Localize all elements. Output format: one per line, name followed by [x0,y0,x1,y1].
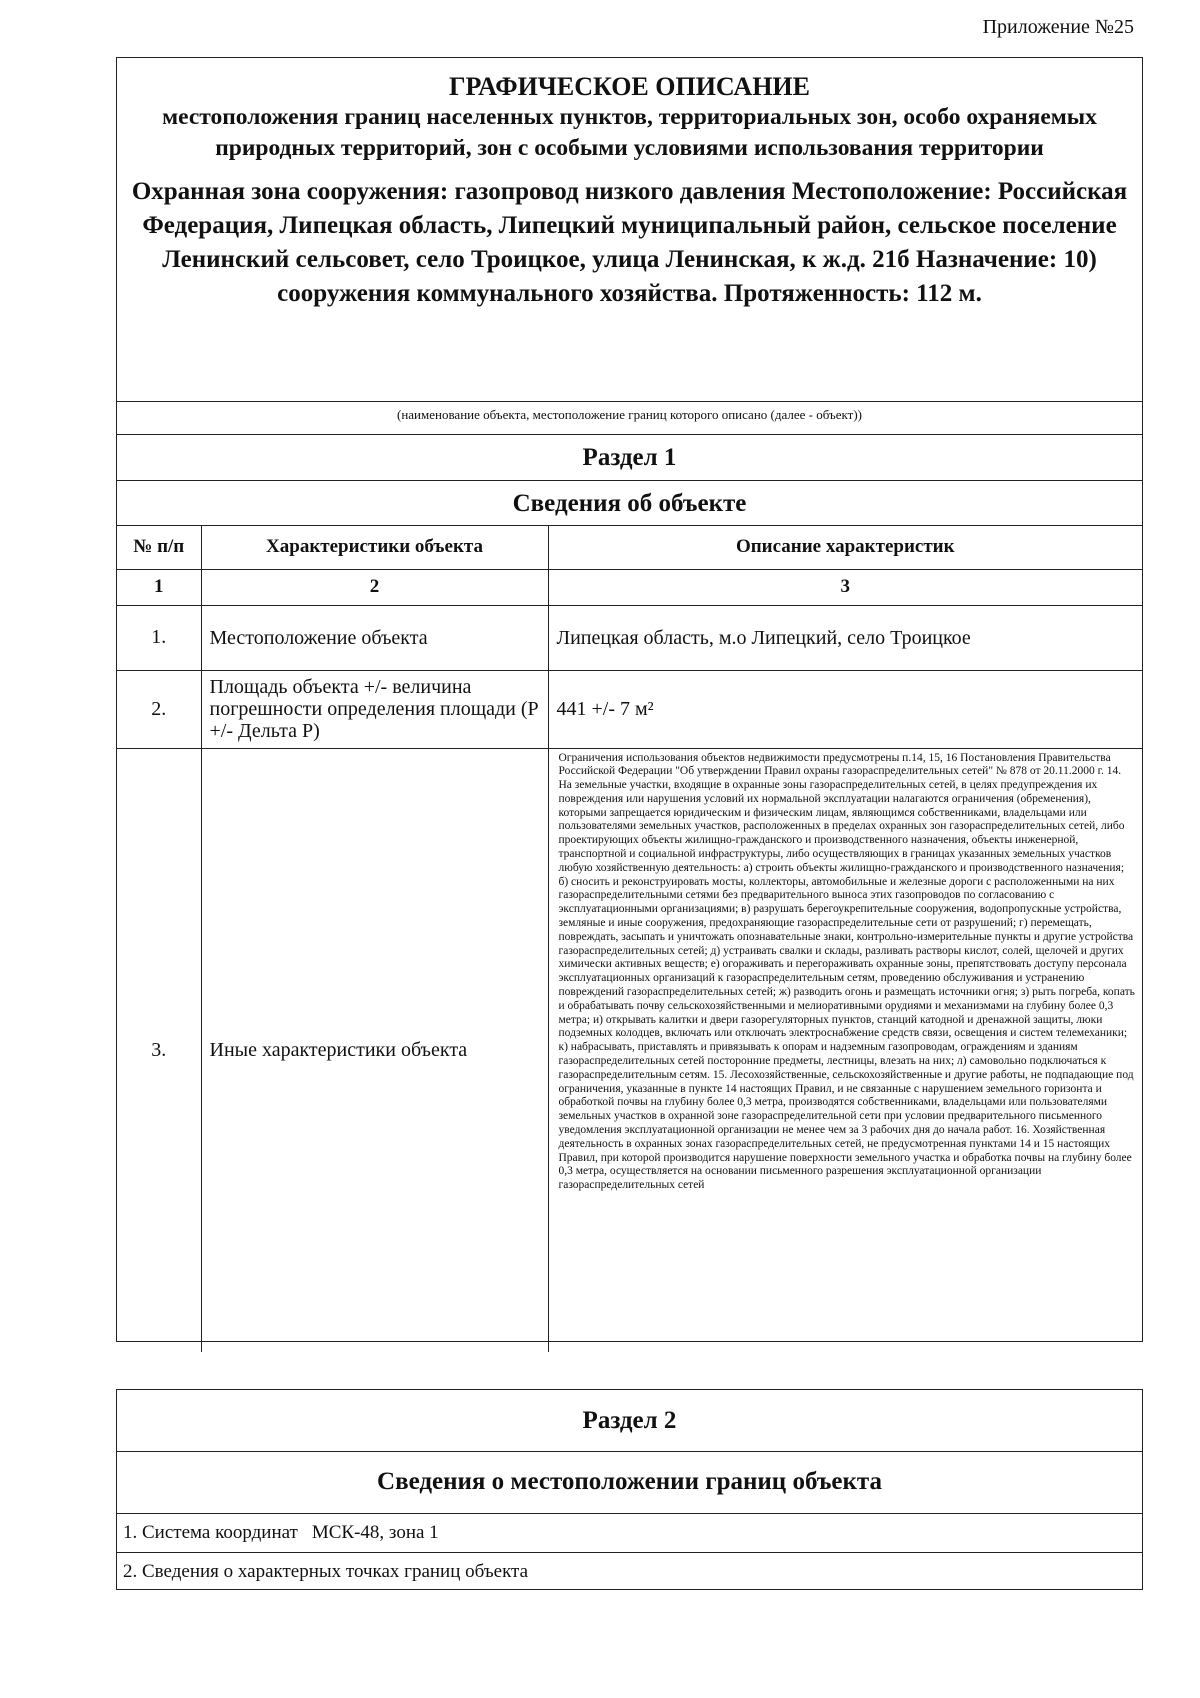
section1-subtitle: Сведения об объекте [117,481,1142,526]
row-description: 441 +/- 7 м² [548,670,1142,748]
section2-subtitle: Сведения о местоположении границ объекта [117,1452,1142,1514]
column-number: 3 [548,569,1142,605]
table-row [117,670,1142,748]
row-description: Ограничения использования объектов недвижимости предусмотрены п.14, 15, 16 Постановления Правительства Российской Федерации "Об утверждении Правил охраны газораспределительных сетей" № 878 от 20.11.2000 г. 14. На земельные участки, входящие в охранные зоны газораспределительных сетей, в целях предупреждения их повреждения или нарушения условий их нормальной эксплуатации налагаются ограничения (обременения), которыми запрещается юридическим и физическим лицам, являющимся собственниками, владельцами или пользователями земельных участков, расположенных в пределах охранных зон газораспределительных сетей, либо проектирующих объекты жилищно-гражданского и производственного назначения, объекты инженерной, транспортной и социальной инфраструктуры, либо осуществляющих в границах указанных земельных участков любую хозяйственную деятельность: а) строить объекты жилищно-гражданского и производственного назначения; б) сносить и реконструировать мосты, коллекторы, автомобильные и железные дороги с расположенными на них газораспределительными сетями без предварительного выноса этих газопроводов по согласованию с эксплуатационными организациями; в) разрушать берегоукрепительные сооружения, водопропускные устройства, земляные и иные сооружения, предохраняющие газораспределительные сети от разрушений; г) перемещать, повреждать, засыпать и уничтожать опознавательные знаки, контрольно-измерительные пункты и другие устройства газораспределительных сетей; д) устраивать свалки и склады, разливать растворы кислот, солей, щелочей и других химически активных веществ; е) огораживать и перегораживать охранные зоны, препятствовать доступу персонала эксплуатационных организаций к газораспределительным сетям, проведению обслуживания и устранению повреждений газораспределительных сетей; ж) разводить огонь и размещать источники огня; з) рыть погреба, копать и обрабатывать почву сельскохозяйственными и мелиоративными орудиями и механизмами на глубину более 0,3 метра; и) открывать калитки и двери газорегуляторных пунктов, станций катодной и дренажной защиты, люки подземных колодцев, включать или отключать электроснабжение средств связи, освещения и систем телемеханики; к) набрасывать, приставлять и привязывать к опорам и надземным газопроводам, ограждениям и зданиям газораспределительных сетей посторонние предметы, лестницы, влезать на них; л) самовольно подключаться к газораспределительным сетям. 15. Лесохозяйственные, сельскохозяйственные и другие работы, не подпадающие под ограничения, указанные в пункте 14 настоящих Правил, и не связанные с нарушением земельного горизонта и обработкой почвы на глубину более 0,3 метра, производятся собственниками, владельцами или пользователями земельных участков в охранной зоне газораспределительной сети при условии предварительного письменного уведомления эксплуатационной организации не менее чем за 3 рабочих дня до начала работ. 16. Хозяйственная деятельность в охранных зонах газораспределительных сетей, не предусмотренная пунктами 14 и 15 настоящих Правил, при которой производится нарушение поверхности земельного участка и обработка почвы на глубину более 0,3 метра, осуществляется на основании письменного разрешения эксплуатационной организации газораспределительных сетей [548,748,1142,1352]
coordinate-system-label: 1. Система координат [123,1522,298,1543]
row-number: 1. [117,605,201,670]
coordinate-system-row [117,1514,1142,1552]
section1-box [116,57,1143,1342]
table-row [117,605,1142,670]
boundary-points-row [117,1552,1142,1590]
document-subtitle: местоположения границ населенных пунктов, территориальных зон, особо охраняемых природных территорий, зон с особыми условиями использования территории [162,104,1097,161]
object-caption: (наименование объекта, местоположение границ которого описано (далее - объект)) [117,402,1142,435]
column-number: 2 [201,569,548,605]
row-characteristic: Иные характеристики объекта [201,748,548,1352]
object-info-table [117,526,1142,1352]
row-number: 2. [117,670,201,748]
boundary-points-label: 2. Сведения о характерных точках границ объекта [123,1561,529,1582]
appendix-number: Приложение №25 [982,16,1134,38]
section2-title: Раздел 2 [117,1390,1142,1452]
coordinate-system-value: МСК-48, зона 1 [311,1522,439,1543]
document-header [117,72,1142,402]
column-number: 1 [117,569,201,605]
table-row [117,748,1142,1352]
table-header-row [117,526,1142,569]
column-header: Описание характеристик [548,526,1142,569]
section2-box [116,1389,1143,1590]
document-title: ГРАФИЧЕСКОЕ ОПИСАНИЕ [449,72,810,101]
row-number: 3. [117,748,201,1352]
column-number-row [117,569,1142,605]
column-header: Характеристики объекта [201,526,548,569]
row-characteristic: Площадь объекта +/- величина погрешности определения площади (P +/- Дельта P) [201,670,548,748]
object-name: Охранная зона сооружения: газопровод низкого давления Местоположение: Российская Федерация, Липецкая область, Липецкий муниципальный район, сельское поселение Ленинский сельсовет, село Троицкое, улица Ленинская, к ж.д. 21б Назначение: 10) сооружения коммунального хозяйства. Протяженность: 112 м. [131,178,1128,307]
row-description: Липецкая область, м.о Липецкий, село Троицкое [548,605,1142,670]
column-header: № п/п [117,526,201,569]
section1-title: Раздел 1 [117,435,1142,481]
row-characteristic: Местоположение объекта [201,605,548,670]
